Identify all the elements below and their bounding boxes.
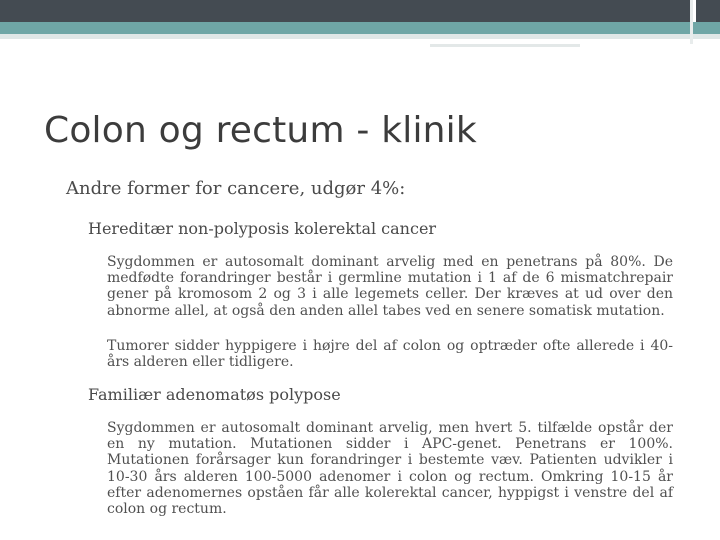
slide-title: Colon og rectum - klinik [44,110,477,151]
header-teal-band [0,22,720,34]
header-thin-band [0,34,720,39]
section-heading-fap: Familiær adenomatøs polypose [88,385,341,404]
header-accent-line [430,44,580,47]
header-dark-band [0,0,720,22]
bullet-level1: Andre former for cancere, udgør 4%: [66,178,406,199]
paragraph-fap-1: Sygdommen er autosomalt dominant arvelig, men hvert 5. tilfælde opstår der en ny mutation. Mutationen sidder i APC-genet. Penetrans er 100%. Mutationen forårsager kun forandringer i bestemte væv. Patienten udvikler i 10-30 års alderen 100-5000 adenomer i colon og rectum. Omkring 10-15 år efter adenomernes opståen får alle kolerektal cancer, hyppigst i venstre del af colon og rectum. [107,420,673,518]
paragraph-hnpcc-2: Tumorer sidder hyppigere i højre del af colon og optræder ofte allerede i 40-års alderen eller tidligere. [107,338,673,371]
paragraph-hnpcc-1: Sygdommen er autosomalt dominant arvelig med en penetrans på 80%. De medfødte forandringer består i germline mutation i 1 af de 6 mismatchrepair gener på kromosom 2 og 3 i alle legemets celler. Der kræves at ud over den abnorme allel, at også den anden allel tabes ved en senere somatisk mutation. [107,254,673,319]
section-heading-hnpcc: Hereditær non-polyposis kolerektal cancer [88,219,437,238]
header-dark-segment [0,0,692,22]
header-dark-segment-right [696,0,720,22]
header-right-rule [690,0,693,44]
